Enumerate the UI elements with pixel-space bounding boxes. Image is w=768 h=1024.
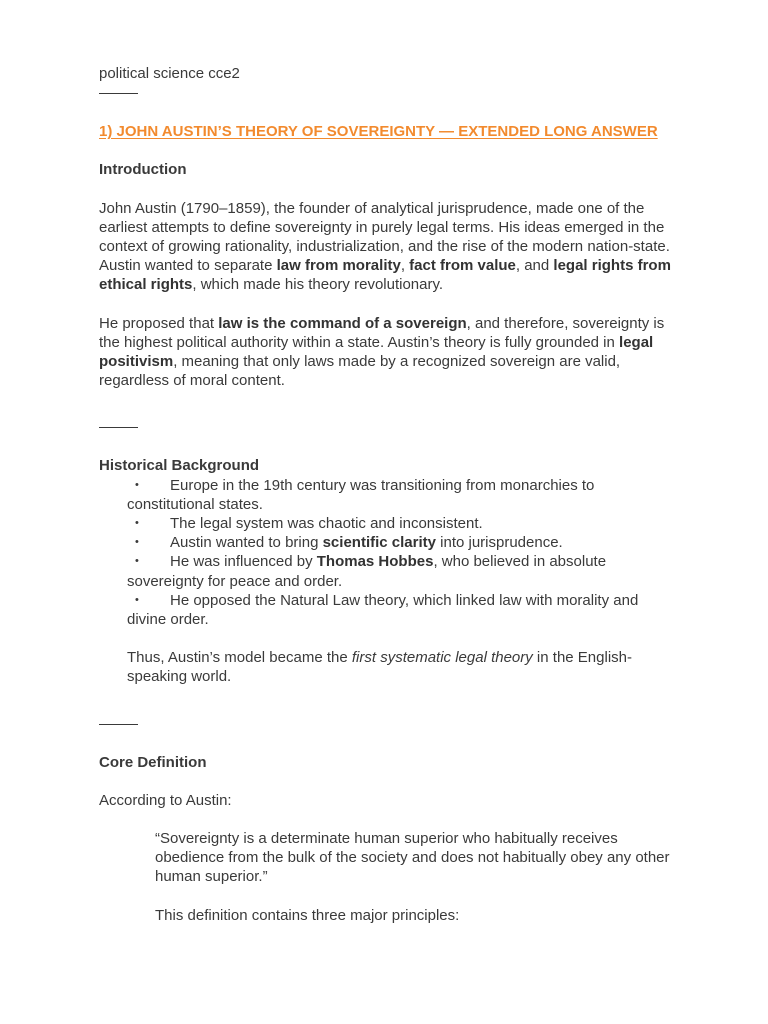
- intro-paragraph-2: He proposed that law is the command of a sovereign, and therefore, sovereignty is the highest political authority within a state. Austin’s theory is fully grounded in legal positivism, meaning that only laws made by a recognized sovereign are valid, regardless of moral content.: [99, 314, 665, 390]
- main-heading[interactable]: [99, 122, 679, 141]
- according-to-austin: According to Austin:: [99, 791, 232, 809]
- divider: [99, 93, 138, 94]
- core-definition-heading: Core Definition: [99, 753, 207, 771]
- principles-intro: This definition contains three major principles:: [155, 906, 460, 924]
- list-item: • He opposed the Natural Law theory, which linked law with morality and divine order.: [127, 591, 639, 629]
- bullet-icon: •: [135, 478, 139, 491]
- bullet-icon: •: [135, 555, 139, 568]
- background-bullet-list: [99, 476, 679, 630]
- sovereignty-quote: “Sovereignty is a determinate human superior who habitually receives obedience from the bulk of the society and does not habitually obey any other human superior.”: [155, 830, 670, 886]
- document-title: political science cce2: [99, 65, 240, 82]
- list-item: • The legal system was chaotic and inconsistent.: [135, 515, 483, 533]
- document-page: [99, 64, 679, 925]
- list-item: • Austin wanted to bring scientific clarity into jurisprudence.: [135, 534, 563, 552]
- bullet-icon: •: [135, 593, 139, 606]
- divider: [99, 724, 138, 725]
- list-item: • Europe in the 19th century was transitioning from monarchies to constitutional states.: [127, 476, 595, 513]
- introduction-heading: Introduction: [99, 161, 187, 179]
- intro-paragraph-1: John Austin (1790–1859), the founder of analytical jurisprudence, made one of the earliest attempts to define sovereignty in purely legal terms. His ideas emerged in the context of growing rationality, industrialization, and the rise of the modern nation-state. Austin wanted to separate law from morality, fact from value, and legal rights from ethical rights, which made his theory revolutionary.: [99, 199, 671, 294]
- historical-background-heading: Historical Background: [99, 457, 260, 475]
- bullet-icon: •: [135, 517, 139, 530]
- divider: [99, 427, 138, 428]
- main-heading-link[interactable]: 1) JOHN AUSTIN’S THEORY OF SOVEREIGNTY — EXTENDED LONG ANSWER: [99, 123, 658, 141]
- bullet-icon: •: [135, 536, 139, 549]
- list-item: • He was influenced by Thomas Hobbes, who believed in absolute sovereignty for peace and order.: [127, 553, 607, 590]
- background-conclusion: Thus, Austin’s model became the first systematic legal theory in the English-speaking world.: [127, 649, 632, 686]
